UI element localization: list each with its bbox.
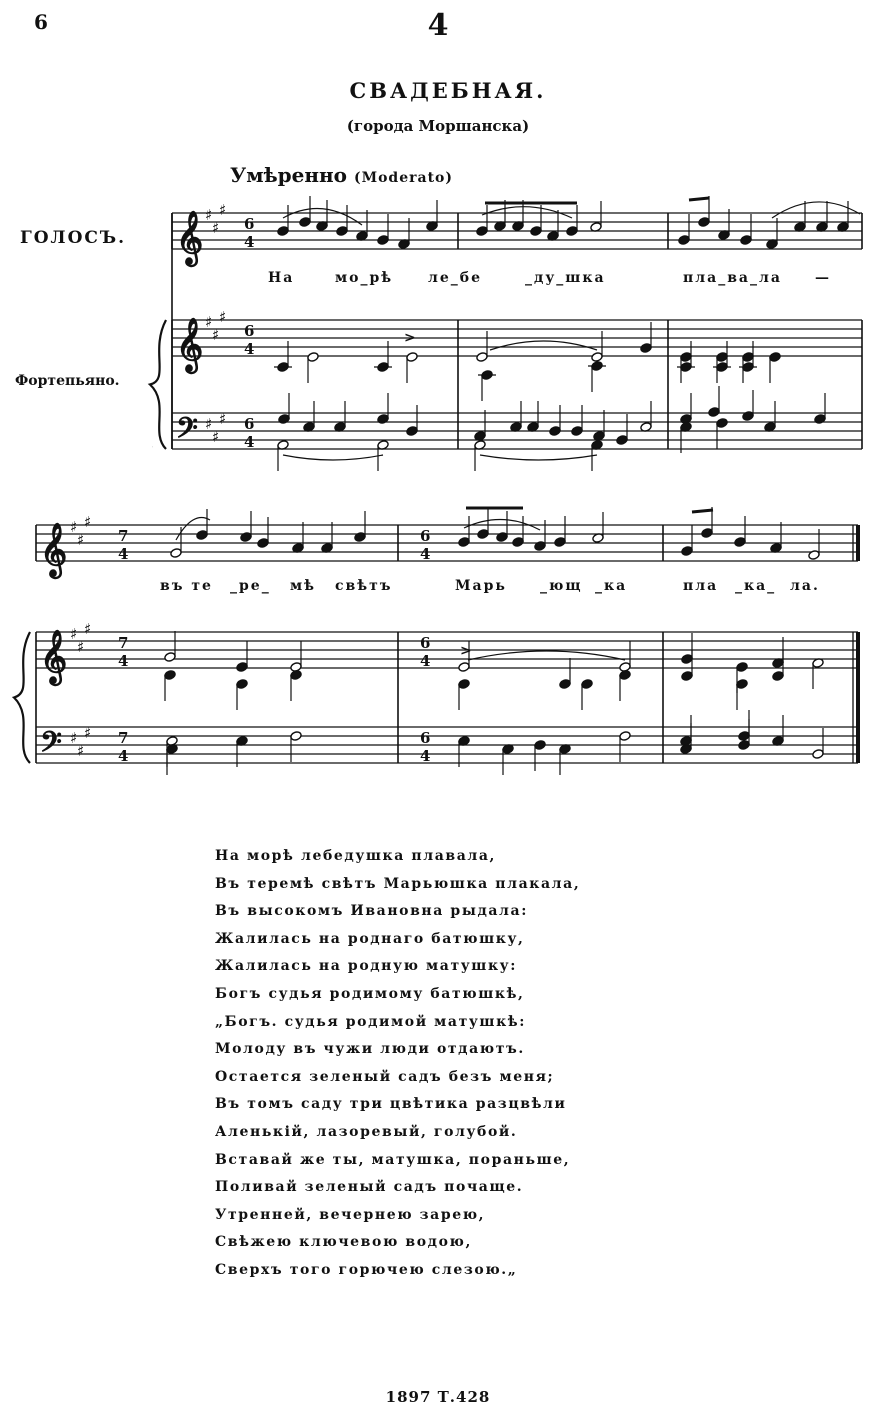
note-head — [257, 538, 269, 549]
verse-text — [215, 843, 580, 1285]
song-number: 4 — [427, 8, 449, 43]
note-head — [476, 352, 488, 363]
note-head — [814, 414, 826, 425]
time-signature-denominator: 4 — [244, 433, 255, 451]
sharp-icon: ♯ — [77, 531, 85, 549]
time-signature-denominator: 4 — [420, 747, 431, 765]
note-head — [619, 731, 631, 742]
note-head — [458, 679, 470, 690]
sharp-icon: ♯ — [212, 219, 220, 237]
time-signature-denominator: 4 — [118, 545, 129, 563]
note-head — [164, 670, 176, 681]
verse-line: Сверхъ того горючею слезою.„ — [215, 1261, 518, 1278]
slur — [490, 341, 597, 350]
verse-line: Свѣжею ключевою водою, — [215, 1234, 472, 1251]
note-head — [678, 235, 690, 246]
note-head — [736, 679, 748, 690]
lyric-syllable: — — [815, 270, 831, 286]
note-head — [290, 731, 302, 742]
note-head — [619, 670, 631, 681]
bass-clef-icon: 𝄢 — [176, 412, 198, 452]
note-head — [742, 411, 754, 422]
note-head — [708, 407, 720, 418]
accent-mark: > — [404, 330, 416, 346]
sharp-icon: ♯ — [219, 201, 227, 219]
treble-clef-icon: 𝄞 — [176, 210, 204, 264]
note-head — [354, 532, 366, 543]
verse-line: Въ томъ саду три цвѣтика разцвѣли — [215, 1096, 567, 1113]
time-signature-denominator: 4 — [118, 747, 129, 765]
sharp-icon: ♯ — [205, 206, 213, 224]
note-head — [769, 352, 781, 363]
sharp-icon: ♯ — [212, 428, 220, 446]
note-head — [534, 740, 546, 751]
note-head — [236, 679, 248, 690]
note-head — [307, 352, 319, 363]
note-head — [496, 532, 508, 543]
note-head — [530, 226, 542, 237]
note-head — [616, 435, 628, 446]
verse-line: Остается зеленый садъ безъ меня; — [215, 1068, 555, 1085]
sharp-icon: ♯ — [219, 308, 227, 326]
time-signature-denominator: 4 — [244, 340, 255, 358]
time-signature-numerator: 7 — [118, 527, 129, 545]
note-head — [290, 670, 302, 681]
lyric-syllable: въ те — [160, 578, 213, 594]
lyric-syllable: На — [268, 270, 295, 286]
verse-line: На морѣ лебедушка плавала, — [215, 848, 497, 864]
note-head — [559, 679, 571, 690]
note-head — [458, 662, 470, 673]
treble-clef-icon: 𝄞 — [40, 629, 68, 683]
sharp-icon: ♯ — [84, 513, 92, 531]
note-head — [581, 679, 593, 690]
note-head — [742, 352, 754, 363]
verse-line: „Богъ. судья родимой матушкѣ: — [215, 1013, 526, 1030]
bass-clef-icon: 𝄢 — [40, 726, 62, 766]
note-head — [812, 749, 824, 760]
slur — [480, 455, 597, 460]
time-signature-numerator: 6 — [244, 322, 255, 340]
treble-clef-icon: 𝄞 — [40, 522, 68, 576]
time-signature-denominator: 4 — [244, 233, 255, 251]
note-head — [716, 352, 728, 363]
note-head — [740, 235, 752, 246]
lyric-syllable: _ду_шка — [525, 270, 606, 286]
note-head — [458, 537, 470, 548]
note-head — [549, 426, 561, 437]
note-head — [738, 740, 750, 751]
lyric-syllable: пла — [683, 578, 719, 594]
time-signature-numerator: 6 — [420, 527, 431, 545]
lyric-syllable: свѣтъ — [335, 578, 393, 594]
brace-icon — [14, 632, 30, 763]
lyric-syllable: Марь — [455, 578, 507, 594]
time-signature-numerator: 7 — [118, 729, 129, 747]
sharp-icon: ♯ — [77, 638, 85, 656]
lyric-syllable: ла. — [790, 578, 820, 594]
note-head — [406, 426, 418, 437]
sharp-icon: ♯ — [84, 620, 92, 638]
note-head — [406, 352, 418, 363]
verse-line: Богъ судья родимому батюшкѣ, — [215, 985, 525, 1002]
lyric-syllable: _ре_ — [230, 578, 271, 594]
lyric-syllable: ле_бе — [428, 270, 483, 286]
time-signature-denominator: 4 — [420, 545, 431, 563]
sharp-icon: ♯ — [77, 742, 85, 760]
note-head — [377, 414, 389, 425]
sharp-icon: ♯ — [70, 518, 78, 536]
note-head — [240, 532, 252, 543]
catalog-number: 1897 Т.428 — [385, 1388, 491, 1406]
note-head — [477, 529, 489, 540]
note-head — [164, 652, 176, 663]
note-head — [299, 217, 311, 228]
note-head — [277, 226, 289, 237]
note-head — [336, 226, 348, 237]
sharp-icon: ♯ — [212, 326, 220, 344]
verse-line: Аленькій, лазоревый, голубой. — [215, 1123, 518, 1140]
time-signature-denominator: 4 — [118, 652, 129, 670]
piano-label: Фортепьяно. — [15, 373, 120, 389]
note-head — [377, 235, 389, 246]
note-head — [571, 426, 583, 437]
note-head — [512, 537, 524, 548]
sharp-icon: ♯ — [84, 724, 92, 742]
song-title: СВАДЕБНАЯ. — [349, 78, 547, 103]
brace: } — [152, 447, 153, 448]
note-head — [534, 541, 546, 552]
note-head — [681, 654, 693, 665]
sharp-icon: ♯ — [219, 410, 227, 428]
lyric-syllable: _ка — [595, 578, 628, 594]
treble-clef-icon: 𝄞 — [176, 317, 204, 371]
lyric-syllable: _ющ — [540, 578, 583, 594]
sharp-icon: ♯ — [205, 313, 213, 331]
accent-mark: > — [460, 643, 472, 659]
lyric-syllable: мѣ — [290, 578, 317, 594]
verse-line: Вставай же ты, матушка, пораньше, — [215, 1151, 571, 1168]
note-head — [640, 343, 652, 354]
lyric-syllable: _ка_ — [735, 578, 777, 594]
slur — [772, 202, 860, 218]
verse-line: Молоду въ чужи люди отдаютъ. — [215, 1041, 525, 1058]
note-head — [566, 226, 578, 237]
tempo-italian: (Moderato) — [353, 170, 453, 186]
note-head — [554, 537, 566, 548]
time-signature-numerator: 6 — [244, 415, 255, 433]
lyric-syllable: мо_рѣ — [335, 270, 394, 286]
song-subtitle: (города Моршанска) — [346, 117, 530, 135]
time-signature-numerator: 6 — [420, 634, 431, 652]
note-head — [701, 528, 713, 539]
verse-line: Въ высокомъ Ивановна рыдала: — [215, 903, 528, 920]
note-head — [196, 530, 208, 541]
lyric-syllable: пла_ва_ла — [683, 270, 782, 286]
note-head — [736, 662, 748, 673]
verse-line: Утренней, вечернею зарею, — [215, 1206, 486, 1223]
note-head — [170, 548, 182, 559]
voice-label: ГОЛОСЪ. — [20, 228, 127, 248]
note-head — [698, 217, 710, 228]
brace-icon — [150, 320, 166, 449]
note-head — [808, 550, 820, 561]
slur — [283, 455, 383, 460]
time-signature-denominator: 4 — [420, 652, 431, 670]
note-head — [681, 671, 693, 682]
sharp-icon: ♯ — [70, 729, 78, 747]
tempo-russian: Умѣренно — [230, 163, 347, 187]
time-signature-numerator: 6 — [420, 729, 431, 747]
verse-line: Жалилась на роднаго батюшку, — [215, 930, 525, 947]
note-head — [591, 352, 603, 363]
note-head — [716, 418, 728, 429]
sharp-icon: ♯ — [70, 625, 78, 643]
note-head — [734, 537, 746, 548]
note-head — [681, 546, 693, 557]
page-number: 6 — [34, 10, 48, 34]
note-head — [278, 414, 290, 425]
note-head — [236, 662, 248, 673]
note-head — [738, 731, 750, 742]
time-signature-numerator: 6 — [244, 215, 255, 233]
verse-line: Въ теремѣ свѣтъ Марьюшка плакала, — [215, 875, 581, 892]
verse-line: Поливай зеленый садъ почаще. — [215, 1179, 524, 1196]
note-head — [476, 226, 488, 237]
beam — [692, 510, 713, 512]
verse-line: Жалилась на родную матушку: — [215, 958, 517, 975]
time-signature-numerator: 7 — [118, 634, 129, 652]
note-head — [680, 352, 692, 363]
sharp-icon: ♯ — [205, 415, 213, 433]
note-head — [772, 671, 784, 682]
beam — [689, 198, 709, 200]
